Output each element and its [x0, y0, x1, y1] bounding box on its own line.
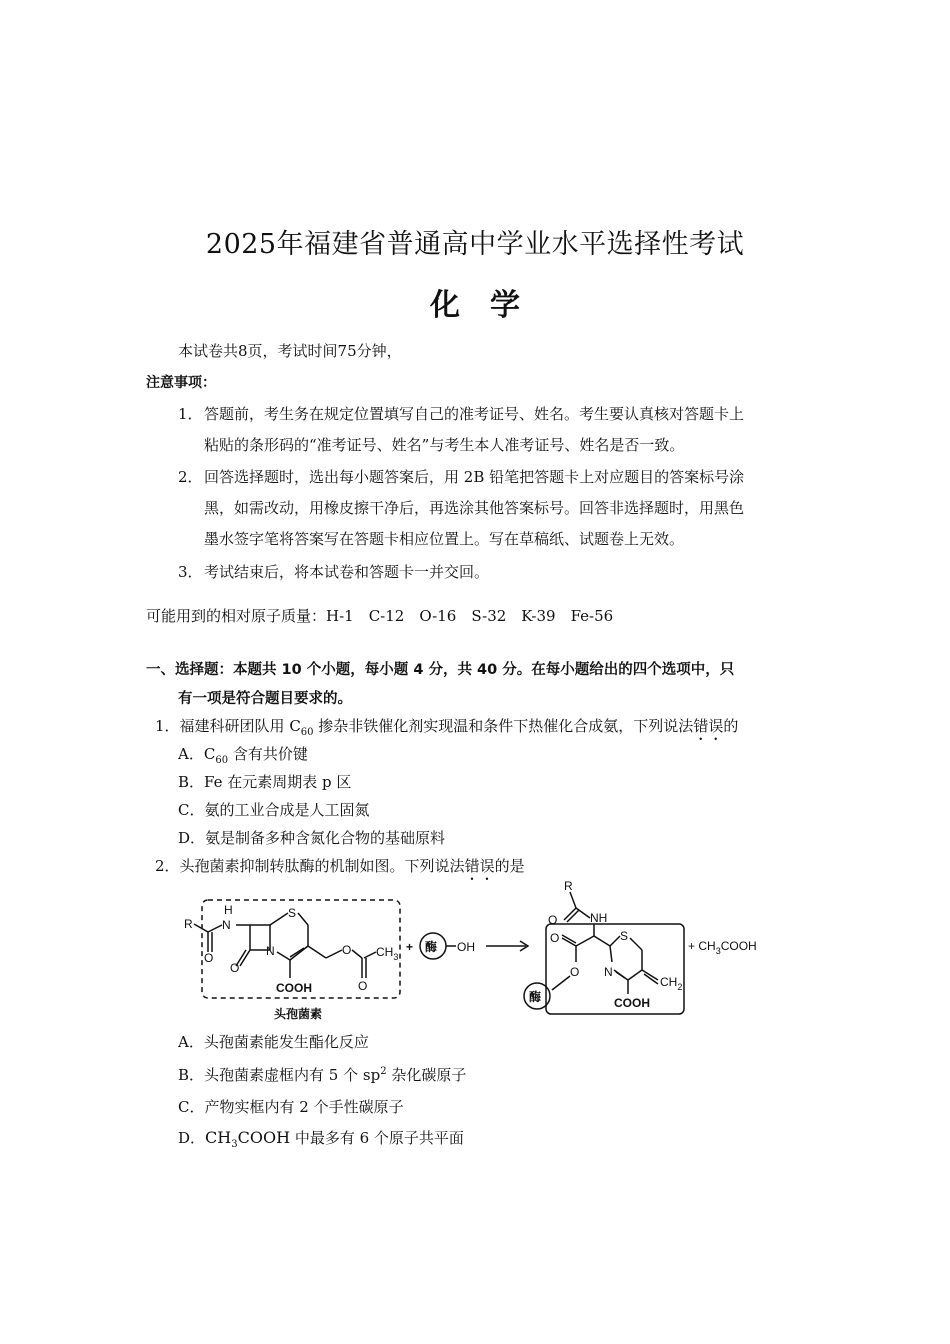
question-1-option-d: D．氨是制备多种含氮化合物的基础原料 — [178, 829, 446, 847]
question-2-option-a: A．头孢菌素能发生酯化反应 — [178, 1033, 369, 1051]
notice-2-line-1: 回答选择题时，选出每小题答案后，用 2B 铅笔把答题卡上对应题目的答案标号涂 — [204, 468, 745, 486]
methylene-label: $CH_2$ — [660, 975, 683, 992]
notice-2-line-3: 墨水签字笔将答案写在答题卡相应位置上。写在草稿纸、试题卷上无效。 — [204, 530, 685, 548]
cephalosporin-caption: 头孢菌素 — [274, 1007, 323, 1021]
lactam-o-label: O — [230, 961, 240, 975]
amide-h-label: H — [224, 903, 233, 917]
product-enzyme-label: 酶 — [529, 990, 542, 1004]
product-nh-label: NH — [590, 911, 608, 925]
section-heading-line-1: 一、选择题：本题共 10 个小题，每小题 4 分，共 40 分。在每小题给出的四个选项中，只 — [146, 662, 735, 678]
notice-1-number: 1． — [178, 405, 203, 423]
methyl-label: $CH_3$ — [376, 945, 399, 962]
product-ester-o2-label: O — [570, 965, 580, 979]
acetyl-o-label: O — [358, 979, 368, 993]
ring-s-label: S — [288, 906, 297, 920]
product-s-label: S — [620, 929, 629, 943]
question-2-number: 2． — [155, 857, 180, 875]
reaction-diagram — [180, 880, 780, 1030]
r-group-label: R — [184, 917, 193, 931]
amide-n-label: N — [222, 918, 231, 932]
oh-label: OH — [457, 940, 475, 954]
product-r-label: R — [564, 880, 573, 893]
question-1-option-c: C．氨的工业合成是人工固氮 — [178, 801, 370, 819]
product-cooh-label: COOH — [614, 996, 650, 1010]
question-2-option-d: D．$CH_3COOH$ 中最多有 6 个原子共平面 — [178, 1128, 464, 1151]
intro-line: 本试卷共8页，考试时间75分钟， — [178, 342, 402, 360]
question-1-option-b: B．Fe 在元素周期表 p 区 — [178, 773, 352, 791]
product-ester-o1-label: O — [550, 931, 560, 945]
question-2-option-b: B．头孢菌素虚框内有 5 个 $sp^2$ 杂化碳原子 — [178, 1066, 467, 1084]
notice-2-number: 2． — [178, 468, 203, 486]
plus-sign: + — [406, 940, 414, 954]
question-2-option-c: C．产物实框内有 2 个手性碳原子 — [178, 1098, 404, 1116]
atomic-mass-line: 可能用到的相对原子质量：H-1 C-12 O-16 S-32 K-39 Fe-56 — [146, 607, 614, 625]
emphasis-wrong: 错误 — [464, 857, 495, 875]
notice-2-line-2: 黑，如需改动，用橡皮擦干净后，再选涂其他答案标号。回答非选择题时，用黑色 — [204, 499, 745, 517]
notice-1-line-1: 答题前，考生务在规定位置填写自己的准考证号、姓名。考生要认真核对答题卡上 — [204, 405, 745, 423]
enzyme-label: 酶 — [425, 940, 438, 954]
ester-o-label: O — [342, 943, 352, 957]
subject-title: 化学 — [430, 288, 550, 323]
notice-3-line-1: 考试结束后，将本试卷和答题卡一并交回。 — [204, 563, 490, 581]
section-heading-line-2: 有一项是符合题目要求的。 — [178, 691, 352, 707]
exam-title: 2025年福建省普通高中学业水平选择性考试 — [205, 229, 745, 260]
product-n-label: N — [604, 965, 613, 979]
question-1-option-a: A．$C_{60}$ 含有共价键 — [178, 745, 308, 766]
question-1-stem: 1．福建科研团队用 $C_{60}$ 掺杂非铁催化剂实现温和条件下热催化合成氨，下列说法错误的 — [155, 717, 739, 738]
carbonyl-o-label: O — [204, 951, 214, 965]
notice-3-number: 3． — [178, 563, 203, 581]
emphasis-wrong: 错误 — [693, 717, 724, 735]
question-1-number: 1． — [155, 717, 180, 735]
notice-heading: 注意事项： — [146, 375, 216, 391]
acetic-acid-byproduct: + $CH_3COOH$ — [688, 939, 757, 956]
product-carbonyl-o-label: O — [548, 913, 558, 927]
cooh-label: COOH — [276, 981, 312, 995]
notice-1-line-2: 粘贴的条形码的“准考证号、姓名”与考生本人准考证号、姓名是否一致。 — [204, 436, 685, 454]
ring-n-label: N — [266, 944, 275, 958]
question-2-stem: 2．头孢菌素抑制转肽酶的机制如图。下列说法错误的是 — [155, 857, 525, 875]
